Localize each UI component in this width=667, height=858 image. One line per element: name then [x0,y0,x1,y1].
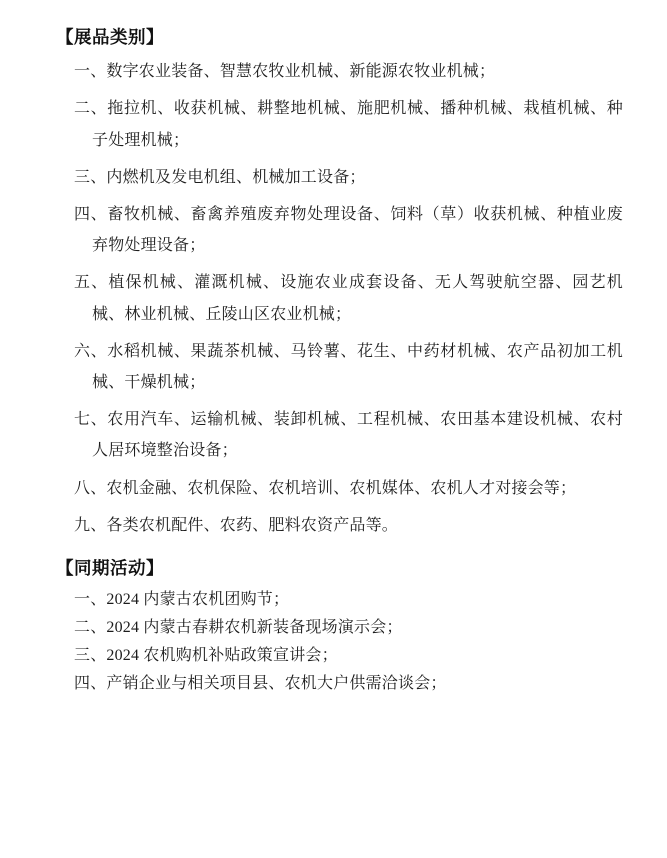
list-item-text: 四、产销企业与相关项目县、农机大户供需洽谈会； [74,674,447,692]
list-item [56,199,623,261]
list-item [56,510,623,541]
concurrent-activity-list [56,587,623,697]
list-item [56,336,623,398]
list-item-text: 八、农机金融、农机保险、农机培训、农机媒体、农机人才对接会等； [74,479,577,497]
list-item [56,473,623,504]
list-item-text: 三、2024 农机购机补贴政策宣讲会； [74,646,338,664]
list-item [56,671,623,697]
list-item [56,267,623,329]
section-heading-concurrent-activities: 【同期活动】 [56,557,164,578]
list-item [56,404,623,466]
list-item-text: 一、2024 内蒙古农机团购节； [74,591,290,609]
list-item-text: 六、水稻机械、果蔬茶机械、马铃薯、花生、中药材机械、农产品初加工机械、干燥机械； [74,342,623,391]
list-item [56,56,623,87]
list-item [56,162,623,193]
list-item-text: 七、农用汽车、运输机械、装卸机械、工程机械、农田基本建设机械、农村人居环境整治设备； [74,411,623,460]
list-item-text: 一、数字农业装备、智慧农牧业机械、新能源农牧业机械； [74,63,496,81]
list-item-text: 三、内燃机及发电机组、机械加工设备； [74,168,366,186]
list-item-text: 二、拖拉机、收获机械、耕整地机械、施肥机械、播种机械、栽植机械、种子处理机械； [74,100,623,149]
exhibit-category-list [56,56,623,541]
list-item-text: 四、畜牧机械、畜禽养殖废弃物处理设备、饲料（草）收获机械、种植业废弃物处理设备； [74,206,623,255]
list-item [56,93,623,155]
section-heading-exhibit-categories: 【展品类别】 [56,27,164,47]
list-item [56,615,623,641]
list-item-text: 五、植保机械、灌溉机械、设施农业成套设备、无人驾驶航空器、园艺机械、林业机械、丘陵山区农业机械； [74,274,623,323]
list-item-text: 二、2024 内蒙古春耕农机新装备现场演示会； [74,619,403,637]
list-item-text: 九、各类农机配件、农药、肥料农资产品等。 [74,516,399,534]
list-item [56,643,623,669]
list-item [56,587,623,613]
